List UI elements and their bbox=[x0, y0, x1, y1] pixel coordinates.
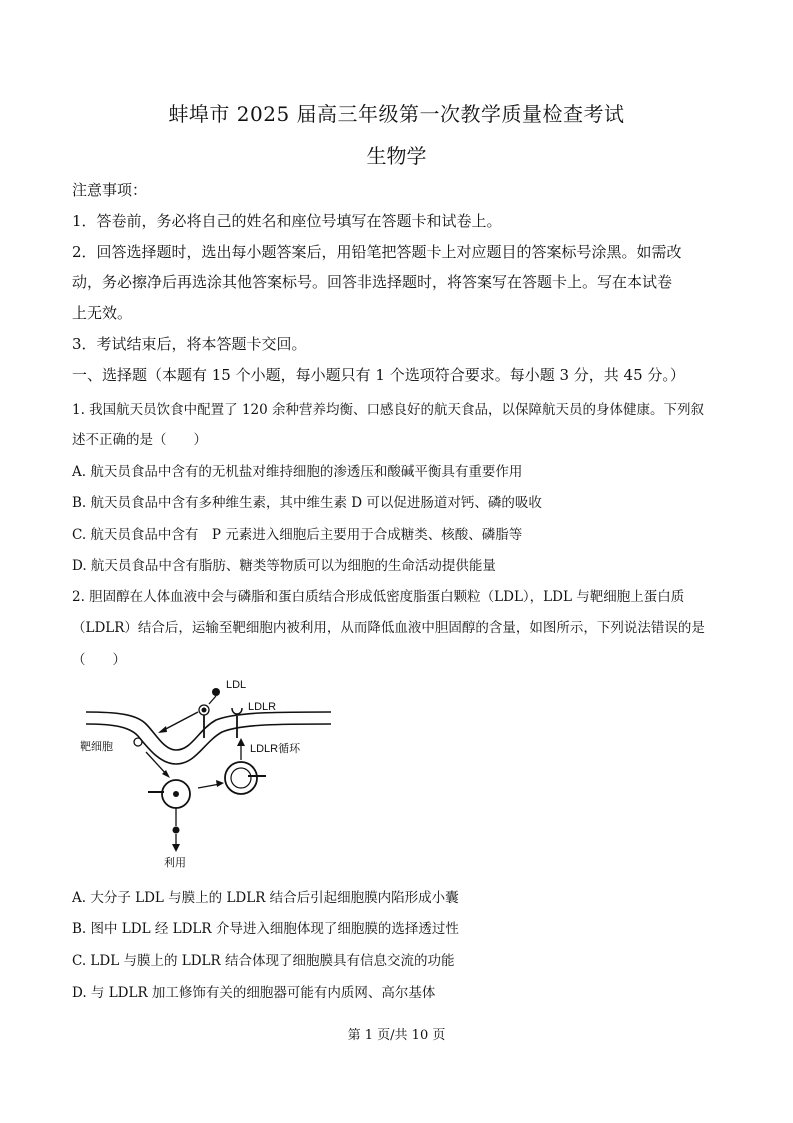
bound-ldl-dot bbox=[202, 708, 207, 713]
q2-option-b: B. 图中 LDL 经 LDLR 介导进入细胞体现了细胞膜的选择透过性 bbox=[72, 921, 459, 937]
ldl-label: LDL bbox=[226, 679, 247, 691]
released-ldl-dot bbox=[173, 827, 180, 834]
q2-option-d: D. 与 LDLR 加工修饰有关的细胞器可能有内质网、高尔基体 bbox=[72, 985, 436, 1001]
notice-item-2-line-1: 2．回答选择题时，选出每小题答案后，用铅笔把答题卡上对应题目的答案标号涂黑。如需改 bbox=[72, 243, 682, 261]
q1-option-c: C. 航天员食品中含有 P 元素进入细胞后主要用于合成糖类、核酸、磷脂等 bbox=[72, 527, 523, 543]
recycling-vesicle bbox=[225, 762, 257, 794]
q1-option-b: B. 航天员食品中含有多种维生素，其中维生素 D 可以促进肠道对钙、磷的吸收 bbox=[72, 495, 542, 511]
page-number: 第 1 页/共 10 页 bbox=[347, 1028, 446, 1043]
notice-item-2-line-2: 动，务必擦净后再选涂其他答案标号。回答非选择题时，将答案写在答题卡上。写在本试卷 bbox=[72, 273, 673, 291]
q2-stem-line-1: 2. 胆固醇在人体血液中会与磷脂和蛋白质结合形成低密度脂蛋白颗粒（LDL），LDL 与靶细胞上蛋白质 bbox=[72, 589, 685, 605]
notice-heading: 注意事项： bbox=[72, 181, 148, 199]
pit-receptor-icon bbox=[134, 738, 142, 746]
q1-stem-line-1: 1. 我国航天员饮食中配置了 120 余种营养均衡、口感良好的航天食品，以保障航天员的身体健康。下列叙 bbox=[72, 402, 705, 418]
use-arrowhead bbox=[172, 844, 180, 852]
ldlr-cycle-arrowhead bbox=[237, 738, 245, 746]
notice-item-1: 1．答卷前，务必将自己的姓名和座位号填写在答题卡和试卷上。 bbox=[72, 212, 502, 230]
q2-stem-line-2: （LDLR）结合后，运输至靶细胞内被利用，从而降低血液中胆固醇的含量，如图所示，下列说法错误的是 bbox=[72, 620, 705, 636]
subject-title: 生物学 bbox=[366, 144, 427, 168]
use-label: 利用 bbox=[164, 857, 186, 869]
exam-title: 蚌埠市 2025 届高三年级第一次教学质量检查考试 bbox=[168, 102, 625, 126]
ldlr-label: LDLR bbox=[248, 701, 277, 713]
ldl-endocytosis-diagram bbox=[76, 672, 336, 872]
notice-item-3: 3．考试结束后，将本答题卡交回。 bbox=[72, 335, 307, 353]
recycling-vesicle-inner bbox=[231, 768, 251, 788]
ldl-particle bbox=[212, 688, 220, 696]
ldl-arrow bbox=[209, 696, 216, 704]
notice-item-2-line-3: 上无效。 bbox=[72, 304, 133, 322]
section-heading: 一、选择题（本题有 15 个小题，每小题只有 1 个选项符合要求。每小题 3 分，共 45 分。） bbox=[72, 366, 685, 384]
q1-stem-line-2: 述不正确的是（ ） bbox=[72, 432, 207, 448]
target-cell-label: 靶细胞 bbox=[80, 741, 113, 753]
ldlr-cycle-label: LDLR循环 bbox=[250, 743, 301, 755]
recycle-arrowhead bbox=[216, 780, 224, 787]
q2-option-a: A. 大分子 LDL 与膜上的 LDLR 结合后引起细胞膜内陷形成小囊 bbox=[72, 890, 459, 906]
free-receptor-icon bbox=[232, 708, 242, 714]
internalize-arrowhead bbox=[158, 726, 167, 733]
q2-stem-line-3: （ ） bbox=[72, 652, 126, 668]
vesicle-ldl-dot bbox=[173, 791, 179, 797]
q1-option-d: D. 航天员食品中含有脂肪、糖类等物质可以为细胞的生命活动提供能量 bbox=[72, 558, 496, 574]
q1-option-a: A. 航天员食品中含有的无机盐对维持细胞的渗透压和酸碱平衡具有重要作用 bbox=[72, 464, 523, 480]
q2-option-c: C. LDL 与膜上的 LDLR 结合体现了细胞膜具有信息交流的功能 bbox=[72, 953, 455, 969]
